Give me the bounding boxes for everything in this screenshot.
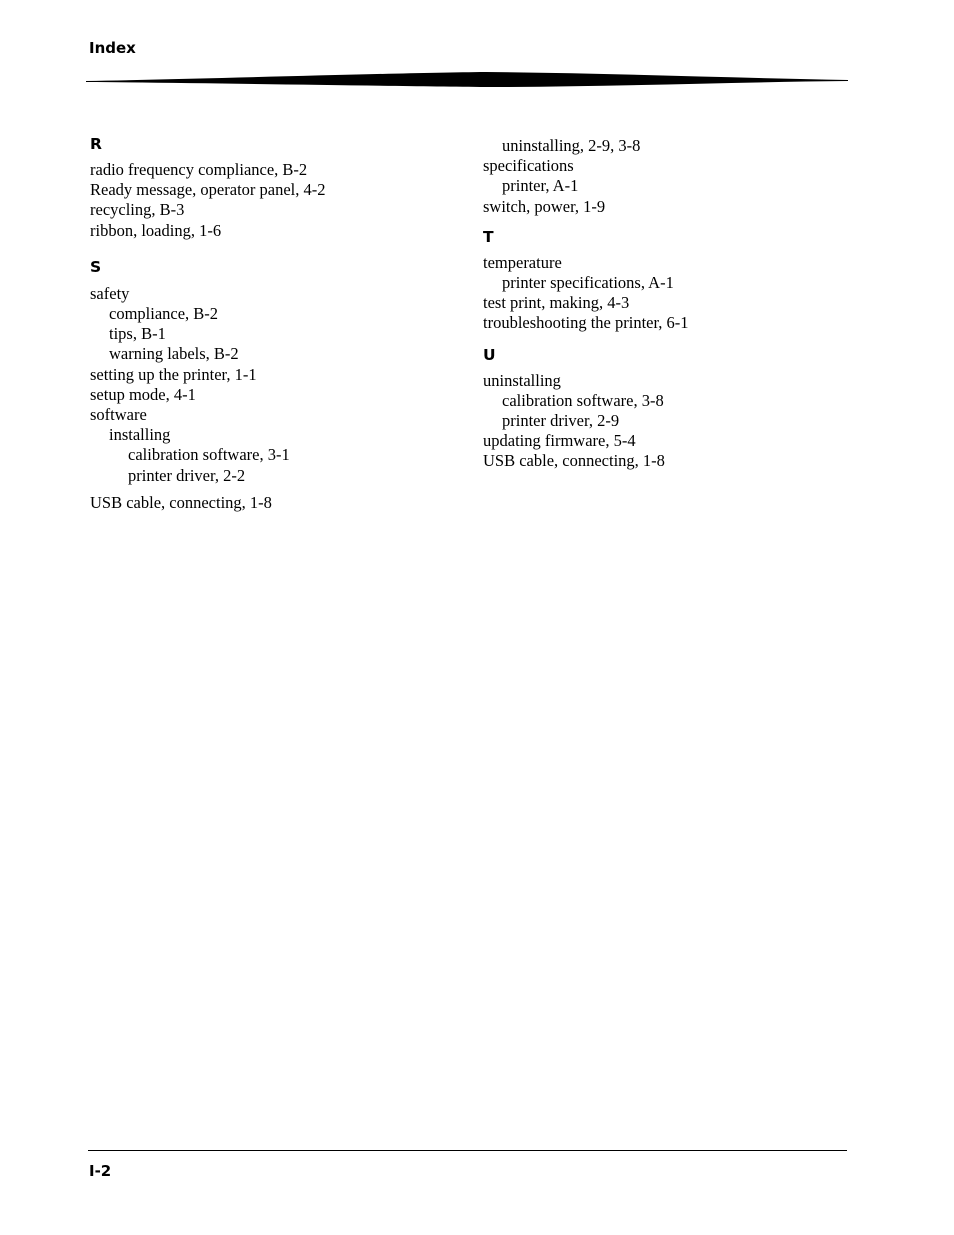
index-entry: switch, power, 1-9 xyxy=(483,196,606,216)
index-entry: setting up the printer, 1-1 xyxy=(90,364,257,384)
index-subentry: tips, B-1 xyxy=(109,324,166,344)
page-number: I-2 xyxy=(89,1162,112,1180)
index-entry: test print, making, 4-3 xyxy=(483,293,630,313)
index-column-right xyxy=(483,136,883,472)
index-entry: Ready message, operator panel, 4-2 xyxy=(90,180,326,200)
index-entry: safety xyxy=(90,283,130,303)
index-entry: updating firmware, 5-4 xyxy=(483,431,636,451)
index-entry: software xyxy=(90,405,147,425)
index-subentry: printer, A-1 xyxy=(502,176,579,196)
index-subsubentry: calibration software, 3-1 xyxy=(128,445,290,465)
index-column-left xyxy=(90,134,460,513)
index-subentry: calibration software, 3-8 xyxy=(502,390,664,410)
index-subentry: printer specifications, A-1 xyxy=(502,273,674,293)
index-subentry: compliance, B-2 xyxy=(109,304,219,324)
footer-rule xyxy=(88,1150,847,1151)
index-entry: recycling, B-3 xyxy=(90,200,185,220)
index-subentry: warning labels, B-2 xyxy=(109,344,239,364)
index-subentry: printer driver, 2-9 xyxy=(502,411,620,431)
section-letter-r: R xyxy=(90,135,102,153)
section-letter-u: U xyxy=(483,345,496,364)
index-subentry: installing xyxy=(109,425,171,445)
index-entry: uninstalling xyxy=(483,370,561,390)
index-entry: specifications xyxy=(483,156,574,176)
section-letter-s: S xyxy=(90,257,102,276)
header-swoosh-rule xyxy=(86,70,848,90)
index-entry: ribbon, loading, 1-6 xyxy=(90,220,222,240)
index-entry: USB cable, connecting, 1-8 xyxy=(483,451,665,471)
index-subentry: uninstalling, 2-9, 3-8 xyxy=(502,136,641,155)
index-entry: temperature xyxy=(483,252,562,272)
index-entry: setup mode, 4-1 xyxy=(90,384,196,404)
running-header: Index xyxy=(89,39,136,57)
index-entry: USB cable, connecting, 1-8 xyxy=(90,492,272,512)
index-entry: troubleshooting the printer, 6-1 xyxy=(483,313,689,333)
section-letter-t: T xyxy=(483,227,494,246)
index-subsubentry: printer driver, 2-2 xyxy=(128,465,246,485)
index-entry: radio frequency compliance, B-2 xyxy=(90,160,308,179)
